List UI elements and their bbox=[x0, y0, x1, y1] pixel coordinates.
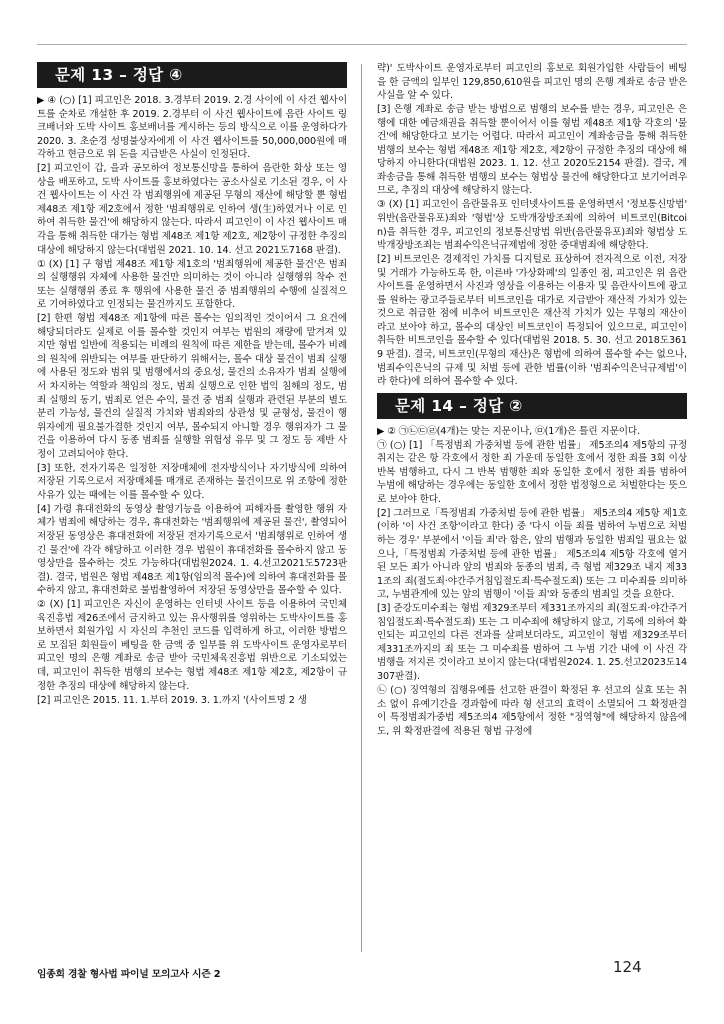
answer-paragraph: [3] 또한, 전자기록은 일정한 저장매체에 전자방식이나 자기방식에 의하여 저장된 기록으로서 저장매체를 매개로 존재하는 물건이므로 위 조항에 정한 사유가 있는 때에는 이를 몰수할 수 있다. bbox=[37, 462, 347, 501]
question-14-header-bar bbox=[377, 393, 687, 419]
question-13-header-text: 문제 13 – 정답 ④ bbox=[55, 66, 183, 84]
answer-paragraph: [3] 준강도미수죄는 형법 제329조부터 제331조까지의 죄(절도죄·야간주거침입절도죄·특수절도죄) 또는 그 미수죄에 해당하지 않고, 기록에 의하여 확인되는 피고인의 다른 전과를 살펴보더라도, 피고인이 형법 제329조부터 제331조까지의 죄 또는 그 미수죄를 범하여 그 누범 기간 내에 이 사건 각 범행을 저지른 것이라고 보이지 않는다(대법원2024. 1. 25.선고2023도14307판결). bbox=[377, 603, 687, 682]
answer-paragraph: [3] 은행 계좌로 송금 받는 방법으로 범행의 보수를 받는 경우, 피고인은 은행에 대한 예금채권을 취득할 뿐이어서 이를 형법 제48조 제1항 각호의 '물건'에 해당한다고 보기는 어렵다. 따라서 피고인이 계좌송금을 통해 취득한 범행의 보수는 형법 제48조 제1항 제2호, 제2항이 규정한 추징의 대상에 해당하지 아니한다(대법원 2023. 1. 12. 선고 2020도2154 판결). 결국, 계좌송금을 통해 취득한 범행의 보수는 형법상 물건에 해당한다고 보기어려우므로, 추징의 대상에 해당하지 않는다. bbox=[377, 104, 687, 197]
answer-paragraph: 략)' 도박사이트 운영자로부터 피고인의 홍보로 회원가입한 사람들이 베팅을 한 금액의 일부인 129,850,610원을 피고인 명의 은행 계좌로 송금 받은 사실을 알 수 있다. bbox=[377, 63, 687, 102]
footer-book-title: 임종희 경찰 형사법 파이널 모의고사 시즌 2 bbox=[37, 969, 221, 980]
answer-paragraph: ㉡ (○) 징역형의 집행유예를 선고한 판결이 확정된 후 선고의 실효 또는 취소 없이 유예기간을 경과함에 따라 형 선고의 효력이 소멸되어 그 확정판결이 특정범죄가중법 제5조의4 제5항에서 정한 "징역형"에 해당하지 않음에도, 위 확정판결에 적용된 형법 규정에 bbox=[377, 685, 687, 737]
top-divider-rule bbox=[37, 44, 687, 45]
answer-paragraph: [2] 한편 형법 제48조 제1항에 따른 몰수는 임의적인 것이어서 그 요건에 해당되더라도 실제로 이를 몰수할 것인지 여부는 법원의 재량에 맡겨져 있지만 형법 일반에 적용되는 비례의 원칙에 따른 제한을 받는데, 몰수가 비례의 원칙에 위반되는 여부를 판단하기 위해서는, 몰수 대상 물건이 범죄 실행에 사용된 정도와 범위 및 범행에서의 중요성, 물건의 소유자가 범죄 실행에서 차지하는 역할과 책임의 정도, 범죄 실행으로 인한 법익 침해의 정도, 범죄 실행의 동기, 범죄로 얻은 수익, 물건 중 범죄 실행과 관련된 부분의 별도 분리 가능성, 물건의 실질적 가치와 범죄와의 상관성 및 균형성, 물건이 행위자에게 필요불가결한 것인지 여부, 몰수되지 아니할 경우 행위자가 그 물건을 이용하여 다시 동종 범죄를 실행할 위험성 유무 및 그 정도 등 제반 사정이 고려되어야 한다. bbox=[37, 313, 347, 460]
answer-paragraph: [2] 그러므로「특정범죄 가중처벌 등에 관한 법률」 제5조의4 제5항 제1호(이하 '이 사건 조항'이라고 한다) 중 '다시 이들 죄를 범하여 누범으로 처벌하는 경우' 부분에서 '이들 죄'라 함은, 앞의 범행과 동일한 범죄일 필요는 없으나,「특정범죄 가중처벌 등에 관한 법률」 제5조의4 제5항 각호에 열거된 모든 죄가 아니라 앞의 범죄와 동종의 범죄, 즉 형법 제329조 내지 제331조의 죄(절도죄·야간주거침입절도죄·특수절도죄) 또는 그 미수죄를 의미하고, 누범관계에 있는 앞의 범행이 '이들 죄'와 동종의 범죄일 것을 요한다. bbox=[377, 507, 687, 601]
answer-paragraph: [2] 피고인이 갑, 을과 공모하여 정보통신망을 통하여 음란한 화상 또는 영상을 배포하고, 도박 사이트를 홍보하였다는 공소사실로 기소된 경우, 이 사건 웹사이트는 이 사건 각 범죄행위에 제공된 무형의 재산에 해당할 뿐 형법 제48조 제1항 제2호에서 정한 '범죄행위로 인하여 생(生)하였거나 이로 인하여 취득한 물건'에 해당하지 않는다. 따라서 피고인이 이 사건 웹사이트 매각을 통해 취득한 대가는 형법 제48조 제1항 제2호, 제2항이 규정한 추징의 대상에 해당하지 않는다(대법원 2021. 10. 14. 선고 2021도7168 판결). bbox=[37, 163, 348, 256]
column-gutter bbox=[347, 62, 377, 952]
question-13-header-bar bbox=[37, 62, 347, 88]
answer-paragraph: ▶ ② ㉠㉡㉢㉣(4개)는 맞는 지문이나, ㉤(1개)은 틀린 지문이다. bbox=[377, 425, 641, 437]
answer-paragraph: [2] 피고인은 2015. 11. 1.부터 2019. 3. 1.까지 '(사이트명 2 생 bbox=[37, 694, 307, 706]
left-column bbox=[37, 62, 347, 952]
answer-paragraph: ① (X) [1] 구 형법 제48조 제1항 제1호의 '범죄행위에 제공한 물건'은 범죄의 실행행위 자체에 사용한 물건만 의미하는 것이 아니라 실행행위 착수 전 또는 실행행위 종료 후 행위에 사용한 물건 중 범죄행위의 수행에 실질적으로 기여하였다고 인정되는 물건까지도 포함한다. bbox=[37, 258, 347, 311]
answer-paragraph: ▶ ④ (○) [1] 피고인은 2018. 3.경부터 2019. 2.경 사이에 이 사건 웹사이트를 순차로 개설한 후 2019. 2.경부터 이 사건 웹사이트에 음란 사이트 링크배너와 도박 사이트 홍보배너를 게시하는 등의 방식으로 이를 운영하다가 2020. 3. 초순경 성명불상자에게 이 사건 웹사이트를 50,000,000원에 매각하고 현금으로 위 돈을 지급받은 사실이 인정된다. bbox=[37, 95, 347, 161]
answer-paragraph: ㉠ (○) [1] 「특정범죄 가중처벌 등에 관한 법률」 제5조의4 제5항의 규정 취지는 같은 항 각호에서 정한 죄 가운데 동일한 호에서 정한 죄를 3회 이상 반복 범행하고, 다시 그 반복 범행한 죄와 동일한 호에서 정한 죄를 범하여 누범에 해당하는 경우에는 동일한 호에서 정한 법정형으로 처벌한다는 뜻으로 보아야 한다. bbox=[377, 439, 687, 505]
column-divider-line bbox=[361, 64, 362, 952]
answer-paragraph: ② (X) [1] 피고인은 자신이 운영하는 인터넷 사이트 등을 이용하여 국민체육진흥법 제26조에서 금지하고 있는 유사행위를 영위하는 도박사이트를 홍보하면서 회원가입 시 자신의 추천인 코드를 입력하게 하고, 이러한 방법으로 모집된 회원들이 베팅을 한 금액 중 일부를 위 도박사이트 운영자로부터 피고인 명의 은행 계좌로 송금 받아 국민체육진흥법 위반으로 기소되었는데, 피고인이 취득한 범행의 보수는 형법 제48조 제1항 제2호, 제2항이 규정한 추징의 대상에 해당하지 않는다. bbox=[37, 599, 347, 692]
right-column bbox=[377, 62, 687, 952]
page-number: 124 bbox=[613, 958, 642, 976]
answer-paragraph: [2] 비트코인은 경제적인 가치를 디지털로 표상하여 전자적으로 이전, 저장 및 거래가 가능하도록 한, 이른바 '가상화폐'의 일종인 점, 피고인은 위 음란사이트를 운영하면서 사진과 영상을 이용하는 이용자 및 음란사이트에 광고를 원하는 광고주들로부터 비트코인을 대가로 지급받아 재산적 가치가 있는 것으로 취급한 점에 비추어 비트코인은 재산적 가치가 있는 무형의 재산이라고 보아야 하고, 몰수의 대상인 비트코인이 특정되어 있으므로, 피고인이 취득한 비트코인을 몰수할 수 있다(대법원 2018. 5. 30. 선고 2018도3619 판결). 결국, 비트코인(무형의 재산)은 형법에 의하여 몰수할 수는 없으나, 범죄수익은닉의 규제 및 처벌 등에 관한 법률(이하 '범죄수익은닉규제법'이라 한다)에 의하여 몰수할 수 있다. bbox=[377, 254, 687, 388]
answer-paragraph: ③ (X) [1] 피고인이 음란물유포 인터넷사이트를 운영하면서 '정보통신망법' 위반(음란물유포)죄와 '형법'상 도박개장방조죄에 의하여 비트코인(Bitcoin)을 취득한 경우, 피고인의 정보통신망법 위반(음란물유포)죄와 형법상 도박개장방조죄는 범죄수익은닉규제법에 정한 중대범죄에 해당한다. bbox=[377, 199, 687, 252]
question-14-header-text: 문제 14 – 정답 ② bbox=[395, 396, 523, 415]
answer-paragraph: [4] 가령 휴대전화의 동영상 촬영기능을 이용하여 피해자를 촬영한 행위 자체가 범죄에 해당하는 경우, 휴대전화는 '범죄행위에 제공된 물건', 촬영되어 저장된 동영상은 휴대전화에 저장된 전자기록으로서 '범죄행위로 인하여 생긴 물건'에 각각 해당하고 이러한 경우 법원이 휴대전화를 몰수하지 않고 동영상만을 몰수하는 것도 가능하다(대법원2024. 1. 4.선고2021도5723판결). 결국, 법원은 형법 제48조 제1항(임의적 몰수)에 의하여 휴대전화를 몰수하지 않고, 휴대전화로 불법촬영하여 저장된 동영상만을 몰수할 수 있다. bbox=[37, 503, 347, 597]
two-column-layout bbox=[37, 62, 687, 952]
page-footer bbox=[37, 966, 687, 980]
